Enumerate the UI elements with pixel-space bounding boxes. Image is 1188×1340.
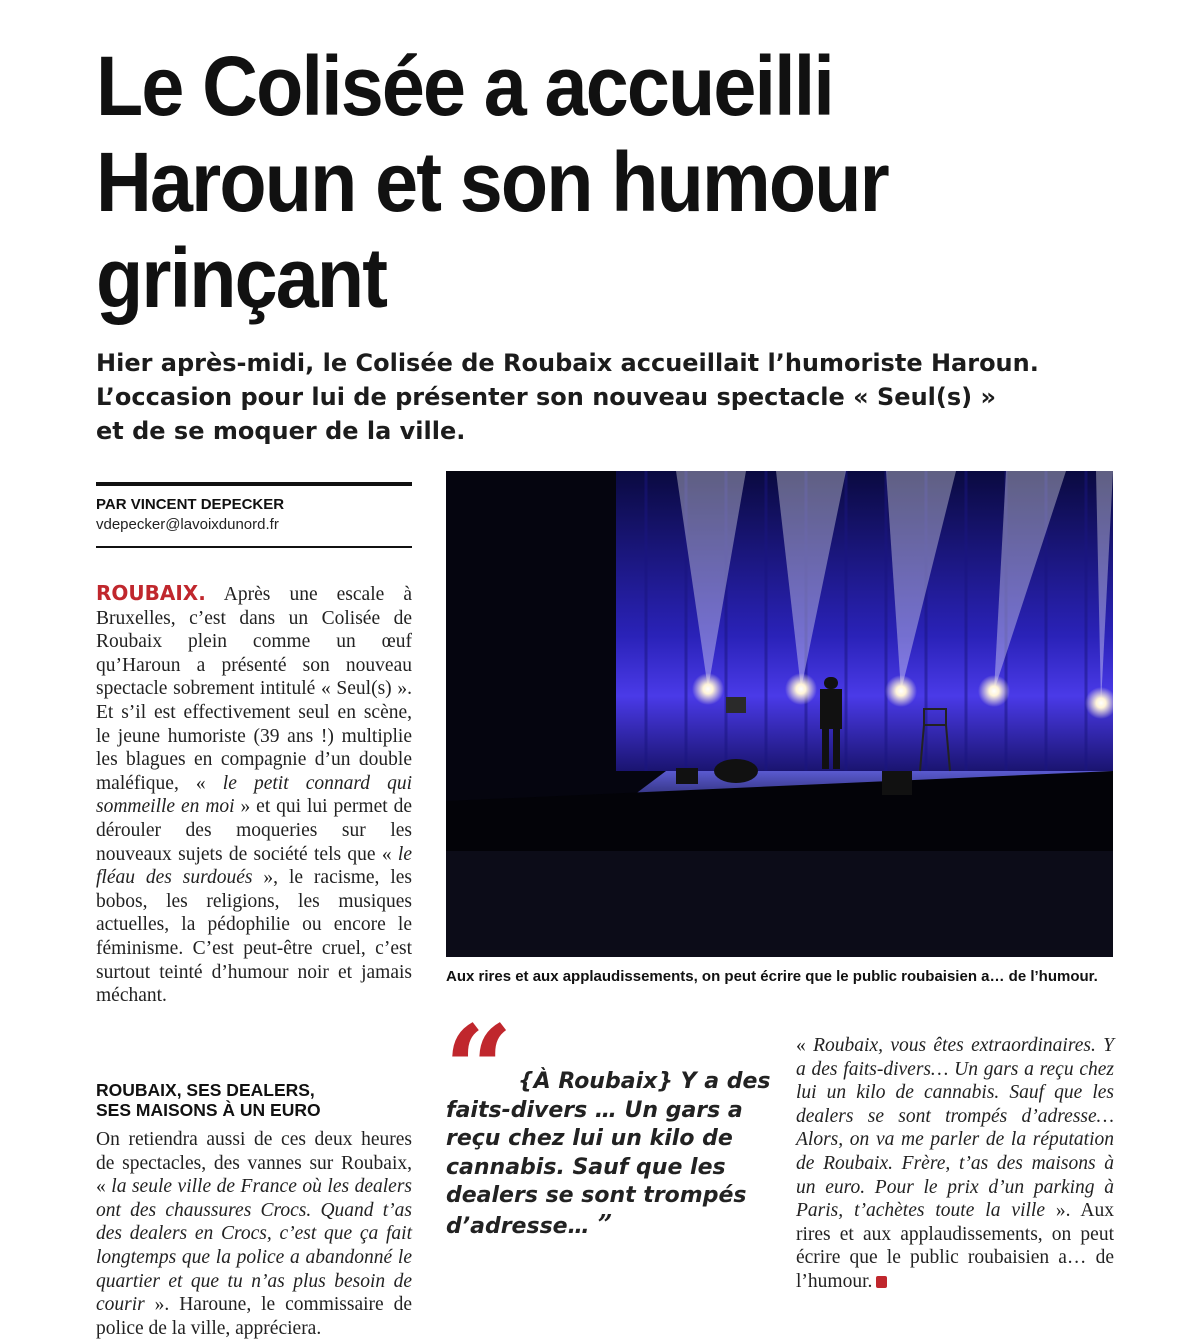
subhead-line-1: ROUBAIX, SES DEALERS, [96,1080,315,1100]
italic-quote: Roubaix, vous êtes extraordinaires. Y a des faits-divers… Un gars a reçu chez lui un kilo de cannabis. Sauf que les dealers se sont trompés d’adresse… Alors, on va me parler de la réputation de Roubaix. Frère, t’as des maisons à un euro. Pour le prix d’un parking à Paris, t’achètes toute la ville [796,1035,1115,1222]
italic-quote: le fléau des surdoués [96,843,412,889]
headline-line-1: Le Colisée a accueilli [96,39,834,133]
lead-line-2: L’occasion pour lui de présenter son nouveau spectacle « Seul(s) » [96,383,996,411]
text-run: « [796,1035,814,1056]
stage-photo [446,471,1113,957]
headline-line-2: Haroun et son humour [96,135,888,229]
photo-caption: Aux rires et aux applaudissements, on peut écrire que le public roubaisien a… de l’humour. [446,968,1098,985]
closing-quote-icon: ” [597,1209,613,1240]
text-run: On retiendra aussi de ces deux heures de spectacles, des vannes sur Roubaix, « [96,1129,412,1198]
subhead-line-2: SES MAISONS À UN EURO [96,1100,321,1120]
pull-quote-line-1: {À Roubaix} Y a des [518,1069,771,1094]
lead-line-3: et de se moquer de la ville. [96,417,466,445]
byline-email[interactable]: vdepecker@lavoixdunord.fr [96,516,279,533]
byline-author: PAR VINCENT DEPECKER [96,496,285,513]
italic-quote: le petit connard qui sommeille en moi [96,772,412,818]
dateline: ROUBAIX. [96,581,206,605]
text-run: » et qui lui permet de dérouler des moqueries sur les nouveaux sujets de société tels que « [96,796,412,865]
stage-photo-illustration [446,471,1113,957]
text-run: ». Haroune, le commissaire de police de la ville, appréciera. [96,1294,412,1339]
article-paragraph-1 [96,582,412,1008]
article-paragraph-3 [796,1034,1114,1294]
byline [96,482,412,548]
article-paragraph-2 [96,1128,412,1340]
lead-paragraph [96,346,1126,448]
end-mark-icon [876,1276,887,1288]
text-run: », le racisme, les bobos, les religions, les musiques actuelles, la pédophilie ou encore le féminisme. C’est peut-être cruel, c’est surtout teinté d’humour noir et jamais méchant. [96,867,412,1007]
italic-quote: la seule ville de France où les dealers ont des chaussures Crocs. Quand t’as des dealers en Crocs, c’est que ça fait longtemps que la police a abandonné le quartier et que tu n’as plus besoin de courir [96,1176,412,1316]
pull-quote [446,1068,776,1241]
headline [96,38,1053,326]
text-run: ». Aux rires et aux applaudissements, on peut écrire que le public roubaisien a… de l’humour. [796,1200,1114,1292]
pull-quote-text: faits-divers … Un gars a reçu chez lui un kilo de cannabis. Sauf que les dealers se sont trompés d’adresse… [446,1097,747,1239]
subhead [96,1080,412,1120]
text-run: Après une escale à Bruxelles, c’est dans un Colisée de Roubaix plein comme un œuf qu’Haroun a présenté son nouveau spectacle sobrement intitulé « Seul(s) ». Et s’il est effectivement seul en scène, le jeune humoriste (39 ans !) multiplie les blagues en compagnie d’un double maléfique, « [96,584,412,794]
quote-mark-icon: “ [444,999,514,1140]
lead-line-1: Hier après-midi, le Colisée de Roubaix accueillait l’humoriste Haroun. [96,349,1039,377]
headline-line-3: grinçant [96,231,387,325]
